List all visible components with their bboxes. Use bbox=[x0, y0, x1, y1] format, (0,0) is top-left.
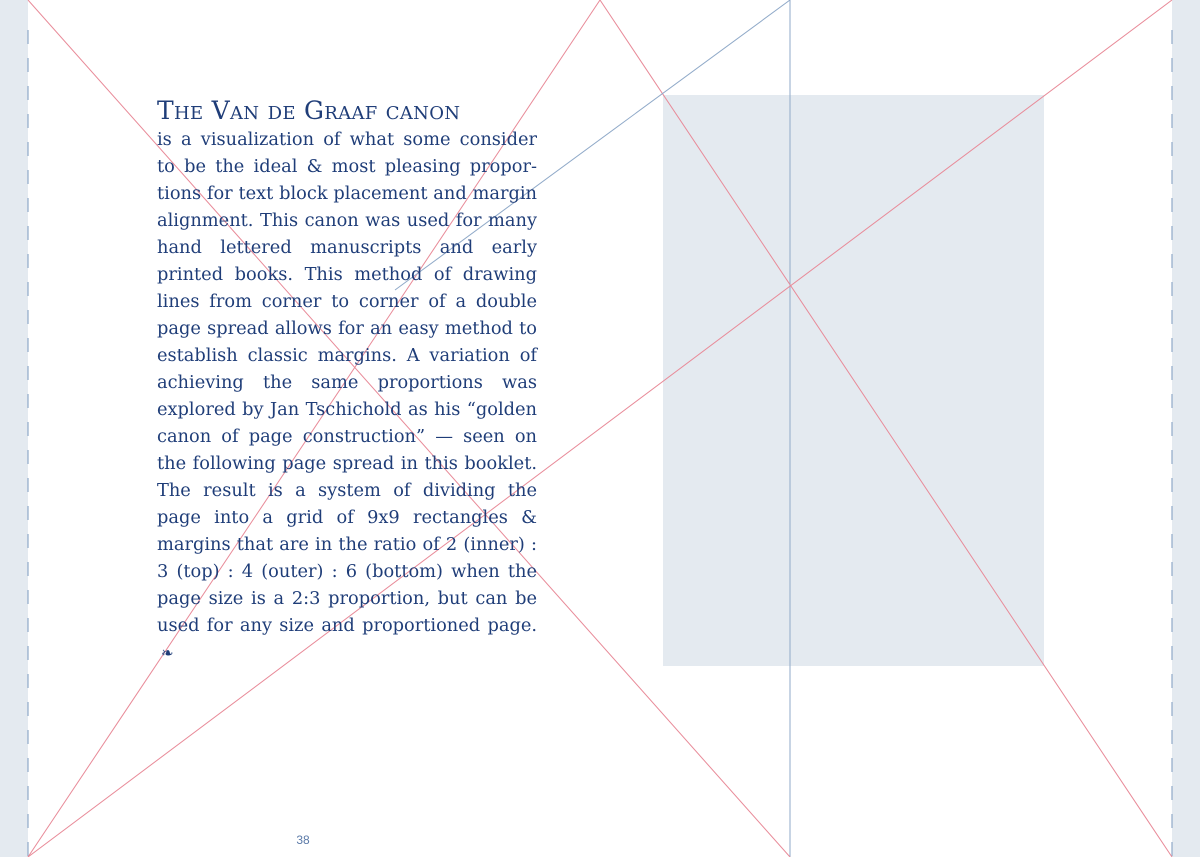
canon-text-block bbox=[157, 96, 537, 667]
paragraph-text: is a visualization of what some consider to be the ideal & most pleasing proportions for text block placement and margin alignment. This canon was used for many hand lettered manuscripts and early printed books. This method of drawing lines from corner to corner of a double page spread allows for an easy method to establish classic margins. A variation of achieving the same proportions was explored by Jan Tschichold as his “golden canon of page construction” — seen on the following page spread in this booklet. The result is a system of dividing the page into a grid of 9x9 rectangles & margins that are in the ratio of 2 (inner) : 3 (top) : 4 (outer) : 6 (bottom) when the page size is a 2:3 proportion, but can be used for any size and proportioned page. bbox=[157, 129, 537, 636]
page-number: 38 bbox=[296, 833, 310, 847]
page-heading: The Van de Graaf canon bbox=[157, 96, 461, 125]
vertex-to-corner bbox=[600, 0, 1172, 857]
body-paragraph bbox=[157, 126, 537, 667]
hedera-leaf-icon: ❧ bbox=[161, 644, 174, 662]
